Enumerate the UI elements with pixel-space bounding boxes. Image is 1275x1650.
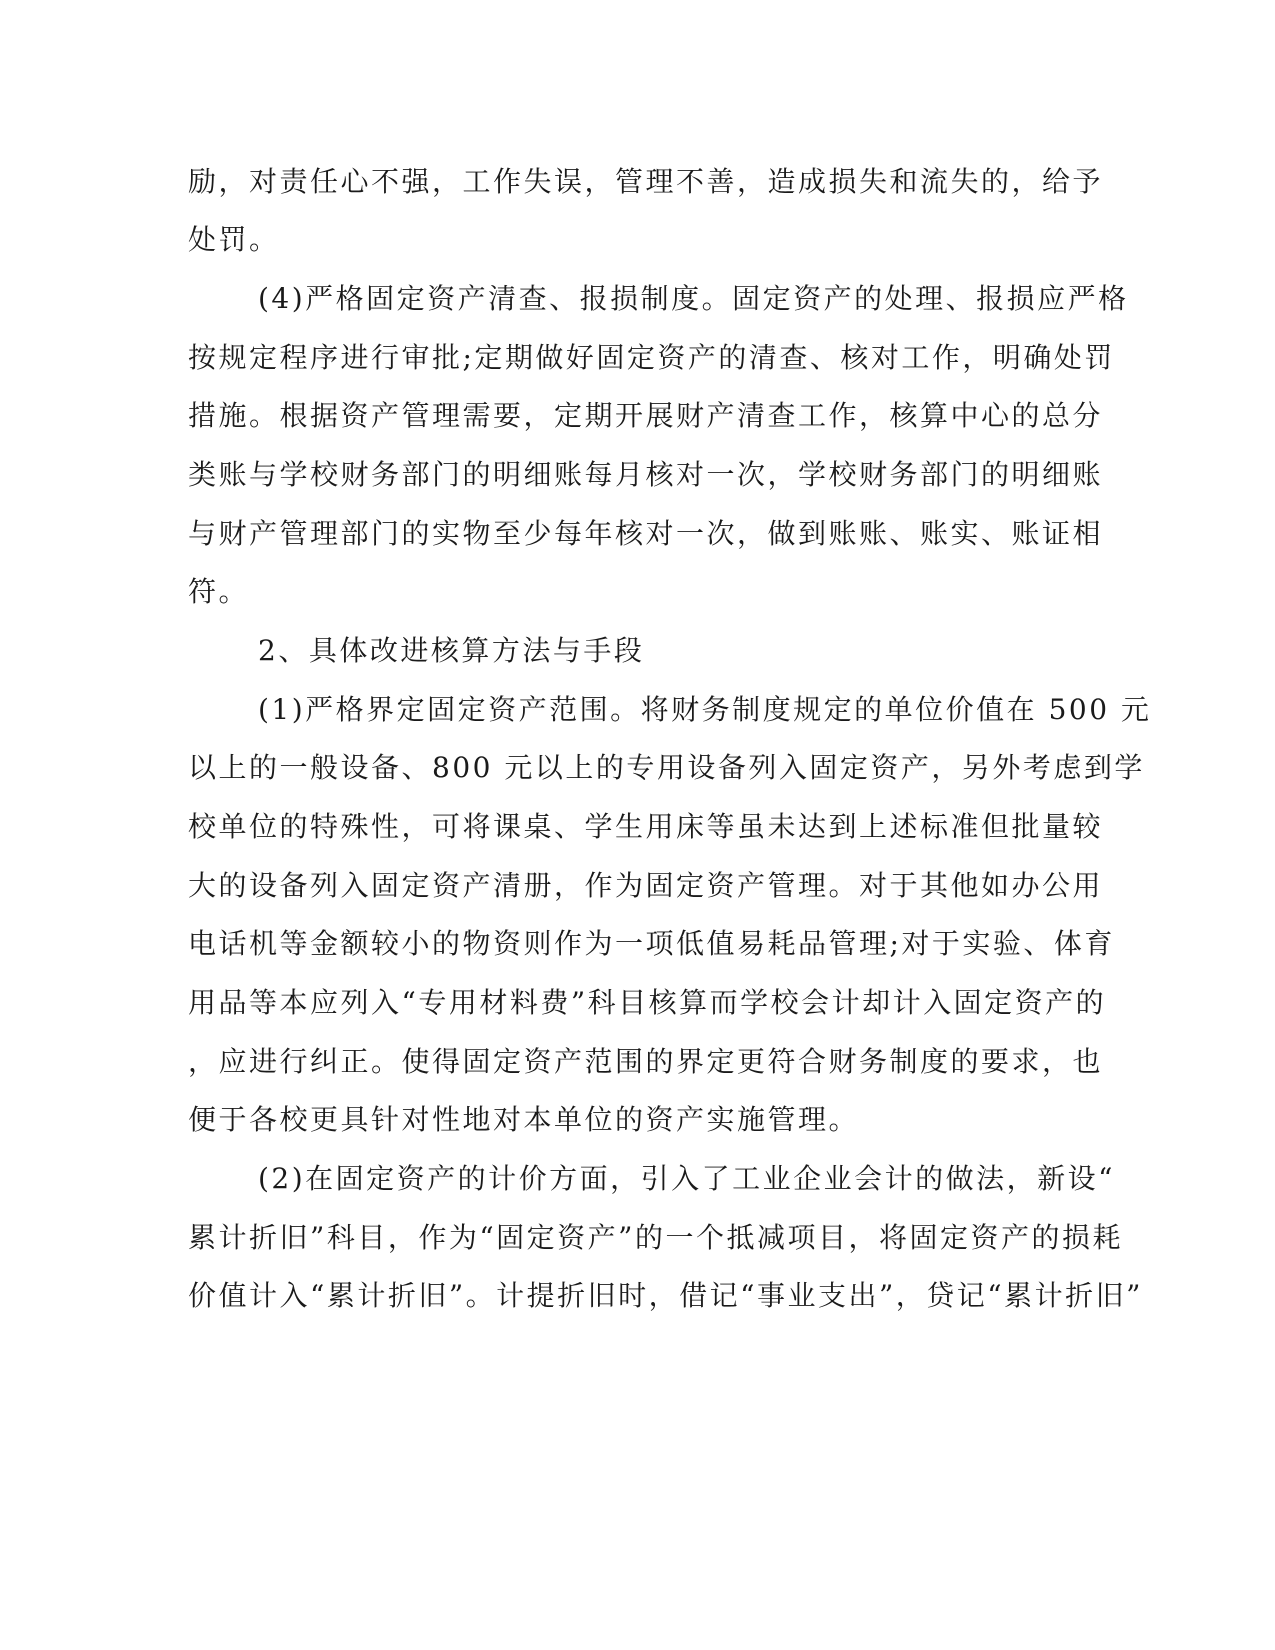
text-line: 电话机等金额较小的物资则作为一项低值易耗品管理;对于实验、体育 — [188, 927, 1115, 960]
text-line: 大的设备列入固定资产清册，作为固定资产管理。对于其他如办公用 — [188, 869, 1104, 902]
text-line: 价值计入“累计折旧”。计提折旧时，借记“事业支出”，贷记“累计折旧” — [188, 1279, 1143, 1312]
text-line: 符。 — [188, 575, 250, 608]
text-line: 累计折旧”科目，作为“固定资产”的一个抵减项目，将固定资产的损耗 — [188, 1221, 1123, 1254]
paragraph-4-start: (4)严格固定资产清查、报损制度。固定资产的处理、报损应严格 — [258, 282, 1129, 315]
text-line: 用品等本应列入“专用材料费”科目核算而学校会计却计入固定资产的 — [188, 986, 1107, 1019]
text-line: 按规定程序进行审批;定期做好固定资产的清查、核对工作，明确处罚 — [188, 341, 1115, 374]
text-line: 措施。根据资产管理需要，定期开展财产清查工作，核算中心的总分 — [188, 399, 1104, 432]
text-line: ，应进行纠正。使得固定资产范围的界定更符合财务制度的要求，也 — [188, 1045, 1104, 1078]
text-line: 便于各校更具针对性地对本单位的资产实施管理。 — [188, 1103, 860, 1136]
paragraph-2-start: (2)在固定资产的计价方面，引入了工业企业会计的做法，新设“ — [258, 1162, 1115, 1195]
text-line: 励，对责任心不强，工作失误，管理不善，造成损失和流失的，给予 — [188, 165, 1104, 198]
section-heading: 2、具体改进核算方法与手段 — [258, 634, 645, 667]
paragraph-1-start: (1)严格界定固定资产范围。将财务制度规定的单位价值在 500 元 — [258, 693, 1152, 726]
text-line: 与财产管理部门的实物至少每年核对一次，做到账账、账实、账证相 — [188, 517, 1104, 550]
text-line: 校单位的特殊性，可将课桌、学生用床等虽未达到上述标准但批量较 — [188, 810, 1104, 843]
text-line: 类账与学校财务部门的明细账每月核对一次，学校财务部门的明细账 — [188, 458, 1104, 491]
text-line: 处罚。 — [188, 223, 280, 256]
text-line: 以上的一般设备、800 元以上的专用设备列入固定资产，另外考虑到学 — [188, 751, 1145, 784]
